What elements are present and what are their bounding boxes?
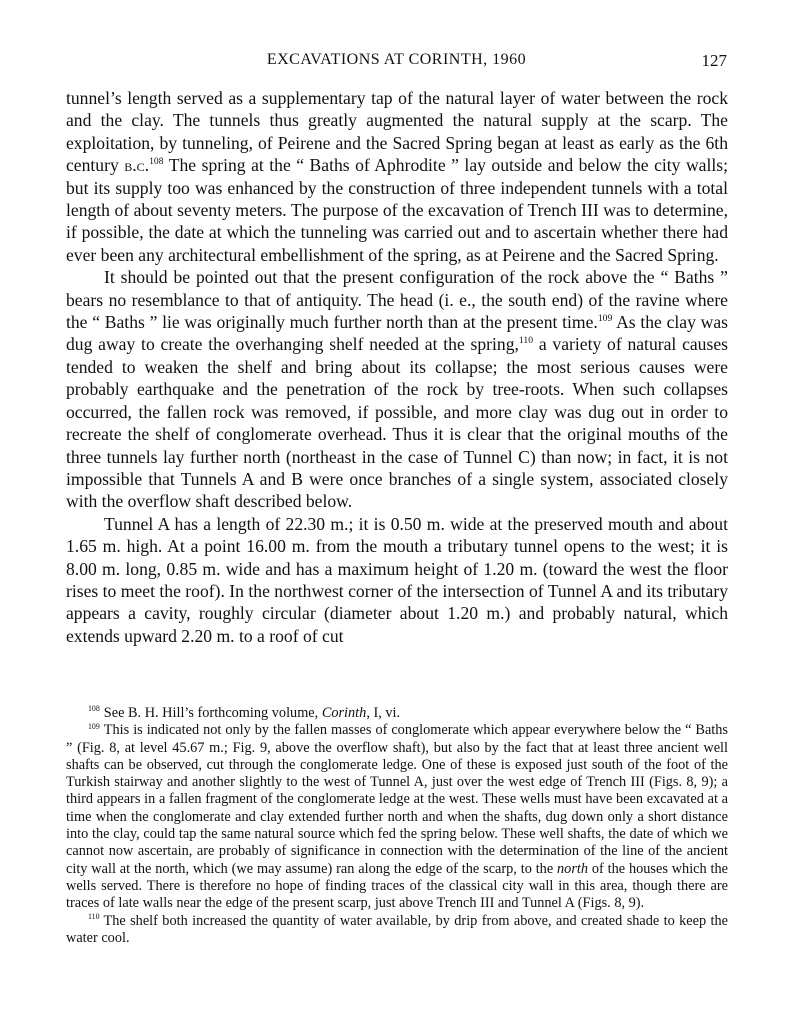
paragraph-3: Tunnel A has a length of 22.30 m.; it is 0.50 m. wide at the preserved mouth and about 1.65 m. high. At a point 16.00 m. from the mouth a tributary tunnel opens to the west; it is 8.00 m. long, 0.85 m. wide and has a maximum height of 1.20 m. (toward the west the floor rises to meet the roof). In the northwest corner of the intersection of Tunnel A and its tributary appears a cavity, roughly circular (diameter about 1.20 m.) and probably natural, which extends upward 2.20 m. to a roof of cut	[66, 513, 728, 646]
footnote-ref-109: 109	[597, 313, 613, 325]
body-text	[66, 87, 728, 647]
bc-abbreviation: b.c.	[124, 155, 150, 176]
running-title: EXCAVATIONS AT CORINTH, 1960	[266, 51, 527, 68]
footnote-108	[66, 705, 728, 722]
footnote-109	[66, 722, 728, 912]
footnote-109-text-b: of the houses which the wells served. There is therefore no hope of finding traces of the classical city wall in this area, though there are traces of late walls near the edge of the present scarp, just above Trench III and Tunnel A (Figs. 8, 9).	[66, 860, 728, 912]
footnote-110	[66, 913, 728, 948]
footnote-109-text-a: This is indicated not only by the fallen masses of conglomerate which appear everywhere below the “ Baths ” (Fig. 8, at level 45.67 m.; Fig. 9, above the overflow shaft), but also by the fact that at least three ancient well shafts can be observed, cut through the conglomerate ledge. One of these is exposed just south of the foot of the Turkish stairway and another slightly to the west of Tunnel A, just over the west edge of Trench III (Figs. 8, 9); a third appears in a fallen fragment of the conglomerate ledge at the west. These wells must have been excavated at a time when the conglomerate and clay extended further north and when the shafts, dug down only a short distance into the clay, could tap the same natural source which fed the spring below. These well shafts, the date of which we cannot now ascertain, are probably of significance in connection with the determination of the line of the ancient city wall at the north, which (we may assume) ran along the edge of the scarp, to the	[66, 722, 728, 877]
footnote-110-text-a: The shelf both increased the quantity of water available, by drip from above, and created shade to keep the water cool.	[66, 912, 728, 946]
footnote-108-text-b: , I, vi.	[366, 705, 401, 721]
footnote-108-text-a: See B. H. Hill’s forthcoming volume,	[103, 705, 322, 721]
footnotes	[66, 705, 728, 947]
footnote-ref-108: 108	[149, 156, 164, 168]
paragraph-1-text-b: The spring at the “ Baths of Aphrodite ” lay outside and below the city walls; but its supply too was enhanced by the construction of three independent tunnels with a total length of about seventy meters. The purpose of the excavation of Trench III was to determine, if possible, the date at which the tunneling was carried out and to ascertain whether there had ever been any architectural embellishment of the spring, as at Peirene and the Sacred Spring.	[66, 155, 728, 265]
paragraph-2-text-a: It should be pointed out that the present configuration of the rock above the “ Baths ” bears no resemblance to that of antiquity. The head (i. e., the south end) of the ravine where the “ Baths ” lie was originally much further north than at the present time.	[66, 267, 728, 333]
page-number: 127	[701, 51, 727, 70]
paragraph-2-text-b: As the clay was dug away to create the overhanging shelf needed at the spring,	[66, 312, 728, 355]
footnote-108-number: 108	[88, 704, 100, 714]
running-head	[66, 48, 727, 74]
footnote-108-italic: Corinth	[321, 705, 367, 721]
paragraph-1	[66, 87, 728, 266]
footnote-110-number: 110	[88, 911, 100, 921]
footnote-109-number: 109	[88, 721, 100, 731]
paragraph-2	[66, 266, 728, 512]
paragraph-2-text-c: a variety of natural causes tended to weaken the shelf and bring about its collapse; the most serious causes were probably earthquake and the penetration of the rock by tree-roots. When such collapses occurred, the fallen rock was removed, if possible, and more clay was dug out in order to recreate the shelf of conglomerate overhead. Thus it is clear that the original mouths of the three tunnels lay further north (northeast in the case of Tunnel C) than now; in fact, it is not impossible that Tunnels A and B were once branches of a single system, associated closely with the overflow shaft described below.	[66, 334, 728, 512]
paragraph-1-text-a: tunnel’s length served as a supplementary tap of the natural layer of water between the rock and the clay. The tunnels thus greatly augmented the natural supply at the scarp. The exploitation, by tunneling, of Peirene and the Sacred Spring began at least as early as the 6th century	[66, 88, 728, 176]
footnote-ref-110: 110	[518, 335, 534, 347]
footnote-109-italic: north	[557, 860, 589, 877]
